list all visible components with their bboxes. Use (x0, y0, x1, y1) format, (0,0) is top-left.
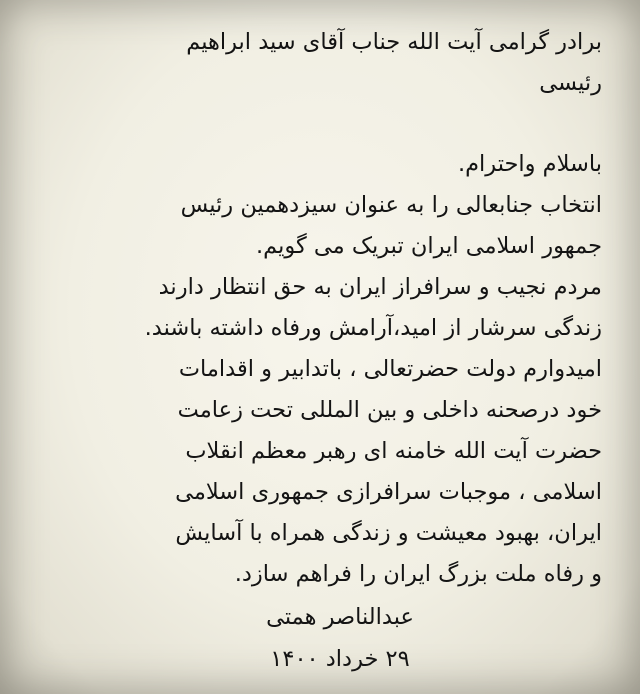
letter-text (32, 22, 602, 595)
salutation-line-1: برادر گرامی آیت الله جناب آقای سید ابراهیم (186, 29, 602, 55)
body-line: امیدوارم دولت حضرتعالی ، باتدابیر و اقدامات (178, 356, 602, 382)
body-line: باسلام واحترام. (457, 151, 602, 177)
body-line: حضرت آیت الله خامنه ای رهبر معظم انقلاب (185, 438, 602, 464)
body-line: اسلامی ، موجبات سرافرازی جمهوری اسلامی (175, 479, 602, 505)
body-line: و رفاه ملت بزرگ ایران را فراهم سازد. (234, 561, 602, 587)
body-line: جمهور اسلامی ایران تبریک می گویم. (256, 233, 602, 259)
salutation-line-2: رئیسی (539, 70, 602, 96)
signature-date: ۲۹ خرداد ۱۴۰۰ (270, 646, 410, 672)
body-line: ایران، بهبود معیشت و زندگی همراه با آسایش (175, 520, 602, 546)
body-line: خود درصحنه داخلی و بین المللی تحت زعامت (177, 397, 602, 423)
body-line: زندگی سرشار از امید،آرامش ورفاه داشته باشند. (144, 315, 602, 341)
signature-name: عبدالناصر همتی (266, 604, 414, 630)
body-line: انتخاب جنابعالی را به عنوان سیزدهمین رئیس (180, 192, 602, 218)
body-line: مردم نجیب و سرافراز ایران به حق انتظار دارند (158, 274, 602, 300)
paragraph-gap (32, 104, 602, 144)
